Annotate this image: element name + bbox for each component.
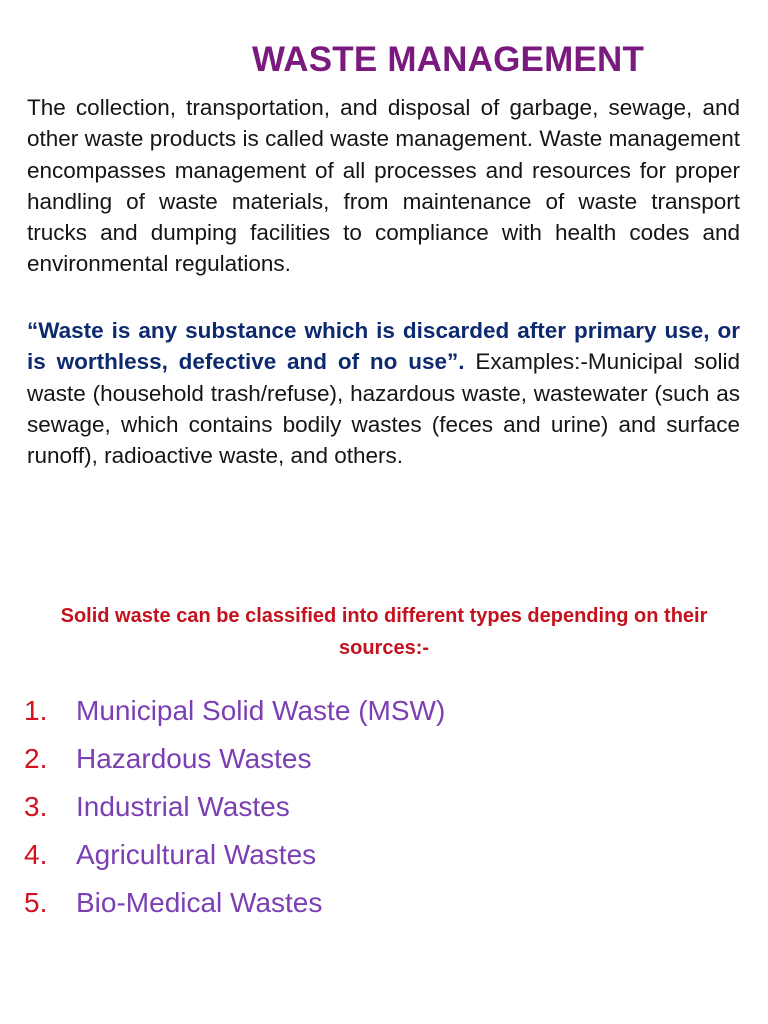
list-item-number: 1. (24, 695, 48, 726)
intro-paragraph: The collection, transportation, and disposal of garbage, sewage, and other waste products is called waste management. Waste management encompasses management of all processes and resources for proper handling of waste materials, from maintenance of waste transport trucks and dumping facilities to compliance with health codes and environmental regulations. (27, 95, 740, 277)
list-item (24, 833, 724, 881)
list-item-label: Municipal Solid Waste (MSW) (76, 695, 446, 726)
classification-heading: Solid waste can be classified into different types depending on their sources:- (60, 605, 708, 659)
list-item-number: 3. (24, 791, 48, 822)
list-item (24, 881, 724, 929)
waste-definition-period: . (458, 349, 465, 375)
intro-paragraph-block (27, 92, 740, 280)
waste-types-list (24, 689, 724, 929)
waste-definition-quote: “Waste is any substance which is discarded after primary use, or is worthless, defective and of no use” (27, 318, 740, 375)
waste-examples-text: Examples:-Municipal solid waste (household trash/refuse), hazardous waste, wastewater (such as sewage, which contains bodily wastes (feces and urine) and surface runoff), radioactive waste, and others. (27, 349, 740, 469)
list-item-number: 4. (24, 839, 48, 870)
list-item-label: Agricultural Wastes (76, 839, 317, 870)
list-item (24, 785, 724, 833)
list-item-number: 2. (24, 743, 48, 774)
list-item-number: 5. (24, 887, 48, 918)
list-item-label: Bio-Medical Wastes (76, 887, 323, 918)
list-item (24, 737, 724, 785)
page-title: WASTE MANAGEMENT (251, 40, 645, 79)
list-item (24, 689, 724, 737)
definition-paragraph (27, 315, 740, 471)
list-item-label: Industrial Wastes (76, 791, 290, 822)
list-item-label: Hazardous Wastes (76, 743, 312, 774)
